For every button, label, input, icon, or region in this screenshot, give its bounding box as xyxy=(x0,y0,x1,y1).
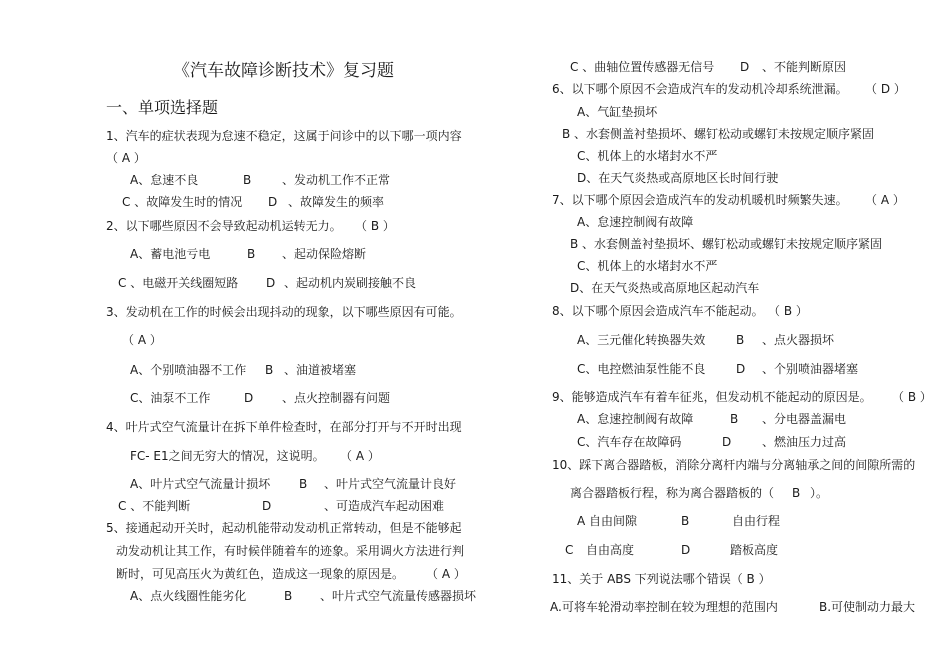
option-b: 、油道被堵塞 xyxy=(284,363,357,377)
option-b-letter: B xyxy=(284,589,293,603)
option-c: C 、故障发生时的情况 xyxy=(122,195,243,209)
question-10-text: 10、踩下离合器踏板，消除分离杆内端与分离轴承之间的间隙所需的 xyxy=(552,458,916,472)
option-b: 、点火器损坏 xyxy=(762,333,835,347)
option-d: 、故障发生的频率 xyxy=(288,195,385,209)
option-d: 、不能判断原因 xyxy=(762,60,847,74)
option-d: 、可造成汽车起动困难 xyxy=(324,499,445,513)
question-10-answer: B xyxy=(792,486,801,500)
option-b: 、起动保险熔断 xyxy=(282,247,367,261)
option-d: D、在天气炎热或高原地区起动汽车 xyxy=(570,281,760,295)
question-10-text-line2: 离合器踏板行程，称为离合器踏板的（ xyxy=(570,486,775,500)
question-5-text: 5、接通起动开关时，起动机能带动发动机正常转动，但是不能够起 xyxy=(106,521,462,535)
question-11-text: 11、关于 ABS 下列说法哪个错误（ B ） xyxy=(552,572,771,586)
option-d: D、在天气炎热或高原地区长时间行驶 xyxy=(577,171,779,185)
option-d-letter: D xyxy=(736,362,746,376)
question-9-text: 9、能够造成汽车有着车征兆，但发动机不能起动的原因是。 xyxy=(552,390,872,404)
option-b-letter: B xyxy=(736,333,745,347)
option-d: 、点火控制器有问题 xyxy=(282,391,391,405)
option-b-letter: B xyxy=(299,477,308,491)
option-b: 自由行程 xyxy=(732,514,781,528)
option-d: 踏板高度 xyxy=(730,543,779,557)
question-7-answer: （ A ） xyxy=(865,193,905,207)
option-a: A、气缸垫损坏 xyxy=(577,105,658,119)
option-d: 、起动机内炭刷接触不良 xyxy=(284,276,417,290)
option-a: A、叶片式空气流量计损坏 xyxy=(130,477,271,491)
question-5-answer: （ A ） xyxy=(426,567,466,581)
question-9-answer: （ B ） xyxy=(892,390,932,404)
question-8-answer: （ B ） xyxy=(768,304,808,318)
option-a: A.可将车轮滑动率控制在较为理想的范围内 xyxy=(550,600,778,614)
question-5-text-line2: 动发动机让其工作，有时候伴随着车的迹象。采用调火方法进行判 xyxy=(116,544,465,558)
option-d: 、燃油压力过高 xyxy=(762,435,847,449)
option-b-letter: B xyxy=(243,173,252,187)
option-b: B.可使制动力最大 xyxy=(819,600,916,614)
option-d-letter: D xyxy=(266,276,276,290)
option-b: 、发动机工作不正常 xyxy=(282,173,391,187)
section-heading: 一、单项选择题 xyxy=(106,98,219,117)
option-d-letter: D xyxy=(740,60,750,74)
question-6-text: 6、以下哪个原因不会造成汽车的发动机冷却系统泄漏。 xyxy=(552,82,848,96)
question-7-text: 7、以下哪个原因会造成汽车的发动机暖机时频繁失速。 xyxy=(552,193,848,207)
option-d-letter: D xyxy=(262,499,272,513)
option-a: A、怠速控制阀有故障 xyxy=(577,215,694,229)
option-d-letter: D xyxy=(268,195,278,209)
question-4-answer: （ A ） xyxy=(340,449,380,463)
option-b-letter: B xyxy=(730,412,739,426)
option-b: 、叶片式空气流量传感器损坏 xyxy=(320,589,477,603)
question-1-text: 1、汽车的症状表现为怠速不稳定，这属于问诊中的以下哪一项内容 xyxy=(106,129,462,143)
option-b-letter: B xyxy=(681,514,690,528)
option-c: C、机体上的水堵封水不严 xyxy=(577,259,718,273)
question-1-answer: （ A ） xyxy=(106,151,146,165)
option-a: A、怠速控制阀有故障 xyxy=(577,412,694,426)
option-c: C、机体上的水堵封水不严 xyxy=(577,149,718,163)
page-title: 《汽车故障诊断技术》复习题 xyxy=(173,61,394,81)
option-c: C、油泵不工作 xyxy=(130,391,211,405)
question-10-answer-close: ）。 xyxy=(810,486,829,500)
option-c-letter: C xyxy=(565,543,574,557)
option-c: C、电控燃油泵性能不良 xyxy=(577,362,706,376)
option-a: A、个别喷油器不工作 xyxy=(130,363,247,377)
option-c: C 、曲轴位置传感器无信号 xyxy=(570,60,715,74)
question-8-text: 8、以下哪个原因会造成汽车不能起动。 xyxy=(552,304,764,318)
option-d-letter: D xyxy=(722,435,732,449)
question-4-text: 4、叶片式空气流量计在拆下单件检查时，在部分打开与不开时出现 xyxy=(106,420,462,434)
option-c: 自由高度 xyxy=(586,543,635,557)
option-a: A 自由间隙 xyxy=(577,514,638,528)
option-b: B 、水套侧盖衬垫损坏、螺钉松动或螺钉未按规定顺序紧固 xyxy=(562,127,875,141)
option-c: C 、电磁开关线圈短路 xyxy=(118,276,239,290)
question-4-text-line2: FC- E1之间无穷大的情况，这说明。 xyxy=(130,449,325,463)
option-d-letter: D xyxy=(244,391,254,405)
option-b: B 、水套侧盖衬垫损坏、螺钉松动或螺钉未按规定顺序紧固 xyxy=(570,237,883,251)
option-a: A、怠速不良 xyxy=(130,173,199,187)
option-a: A、蓄电池亏电 xyxy=(130,247,211,261)
option-d: 、个别喷油器堵塞 xyxy=(762,362,859,376)
option-b-letter: B xyxy=(265,363,274,377)
option-b-letter: B xyxy=(247,247,256,261)
option-d-letter: D xyxy=(681,543,691,557)
question-2-answer: （ B ） xyxy=(355,219,395,233)
option-a: A、三元催化转换器失效 xyxy=(577,333,706,347)
option-c: C 、不能判断 xyxy=(118,499,191,513)
question-2-text: 2、以下哪些原因不会导致起动机运转无力。 xyxy=(106,219,342,233)
question-5-text-line3: 断时，可见高压火为黄红色，造成这一现象的原因是。 xyxy=(116,567,405,581)
question-6-answer: （ D ） xyxy=(865,82,906,96)
option-c: C、汽车存在故障码 xyxy=(577,435,682,449)
option-b: 、分电器盖漏电 xyxy=(762,412,847,426)
question-3-answer: （ A ） xyxy=(122,333,162,347)
question-3-text: 3、发动机在工作的时候会出现抖动的现象，以下哪些原因有可能。 xyxy=(106,305,462,319)
option-b: 、叶片式空气流量计良好 xyxy=(324,477,457,491)
option-a: A、点火线圈性能劣化 xyxy=(130,589,247,603)
